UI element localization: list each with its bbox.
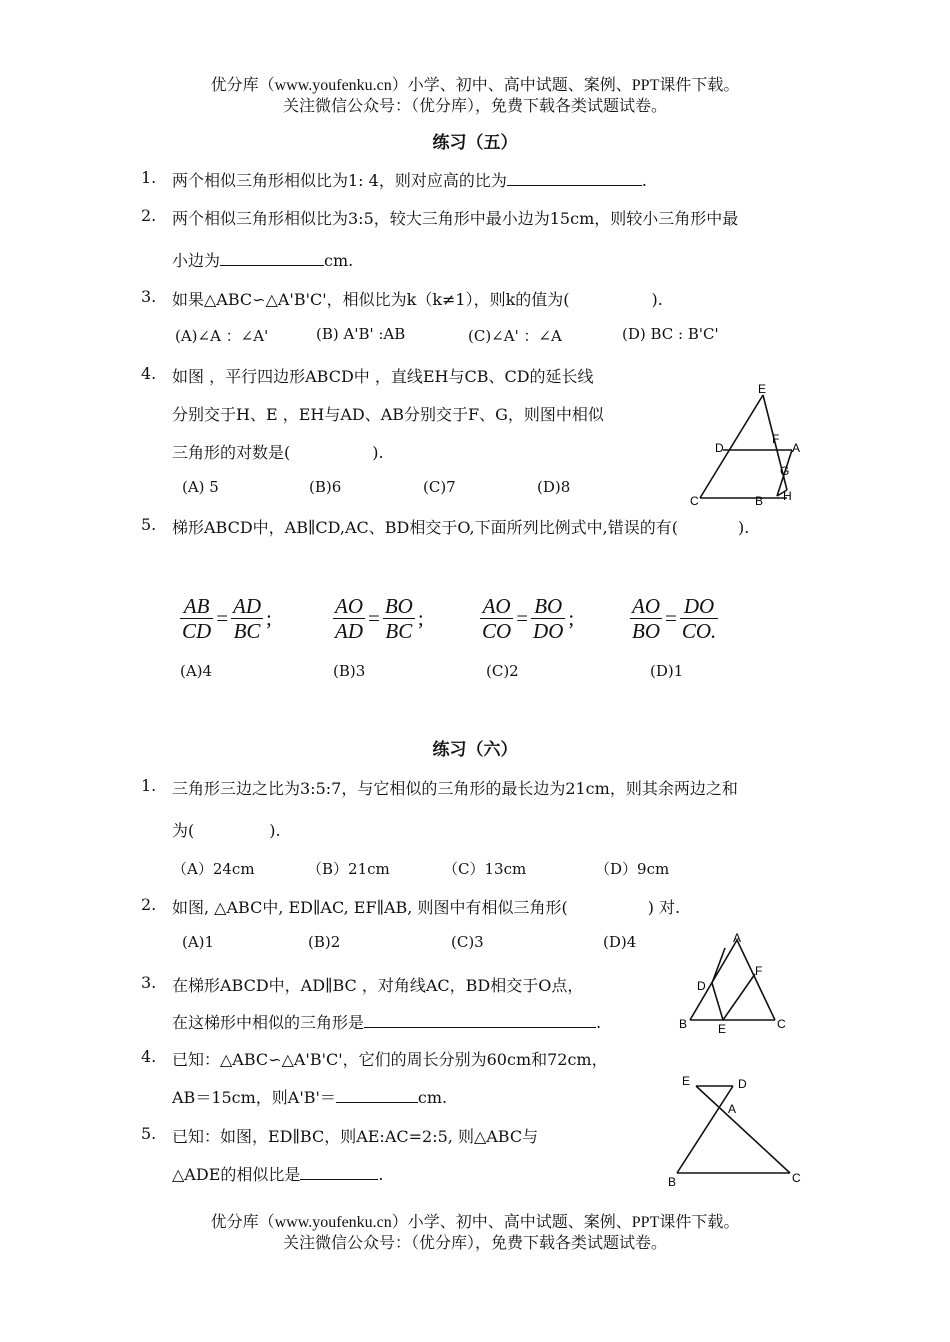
ex5-q5-option-c: (C)2 [486,662,519,680]
ex6-q1-option-b: （B）21cm [307,860,390,878]
ex6-q3-end: . [596,1013,602,1032]
ex5-q4-prompt: 三角形的对数是( [172,443,291,462]
ex5-q3-option-c: (C)∠A' ：∠A [468,327,562,345]
ex5-q2-number: 2. [141,206,157,225]
fraction: $\frac{BO}{BC}$ [384,594,413,643]
ex5-q5-option-d: (D)1 [650,662,684,680]
fraction: $\frac{AD}{BC}$ [233,594,262,643]
ex5-q5-option-b: (B)3 [333,662,366,680]
fraction: $\frac{AB}{CD}$ [182,594,212,643]
ex6-q5-number: 5. [141,1124,157,1143]
ex6-q3-prompt: 在这梯形中相似的三角形是 [172,1013,365,1032]
ex5-q3-text [172,287,663,310]
ex5-q4-option-c: (C)7 [423,478,456,496]
ex6-q5-end: . [378,1165,384,1184]
ex5-q4-line1: 如图 ，平行四边形ABCD中 ，直线EH与CB、CD的延长线 [172,367,594,386]
ex5-q5-prompt: 梯形ABCD中，AB∥CD,AC、BD相交于O,下面所列比例式中,错误的有( [172,518,678,537]
ex5-q3-option-d: (D) BC : B'C' [622,325,719,343]
ex6-q1-line2 [172,818,281,841]
ex5-q2-line1: 两个相似三角形相似比为3:5，较大三角形中最小边为15cm，则较小三角形中最 [172,209,739,228]
ex5-q3-option-b: (B) A'B' :AB [316,325,406,343]
ex5-q1-number: 1. [141,168,157,187]
ex5-q2-line2 [172,248,353,271]
ex5-q5-end: ). [737,518,750,537]
ex6-q5-answer-blank[interactable] [300,1165,378,1180]
ex5-q5-proportion-2: $\frac{AO}{AD}$ = $\frac{BO}{BC}$ ; [335,594,424,643]
ex5-q2-answer-blank[interactable] [220,251,324,266]
ex6-q4-unit: cm. [417,1088,448,1107]
fig1-label-b: B [755,494,764,508]
ex6-q2-text [172,895,680,918]
fig1-label-d: D [715,441,724,455]
fraction: $\frac{BO}{DO}$ [533,594,564,643]
ex6-q2-end: ) 对. [647,898,681,917]
fig1-label-c: C [690,494,699,508]
figure-parallelogram-abcd [680,380,820,510]
fig2-line-ef [723,974,755,1020]
fig2-line-ac [737,940,775,1020]
fig1-line-ce [700,395,763,498]
fig3-line-db [677,1086,733,1173]
ex6-q1-option-a: （A）24cm [172,860,255,878]
ex6-q1-option-c: （C）13cm [443,860,527,878]
fig1-label-e: E [758,382,767,396]
fig2-label-b: B [679,1017,688,1031]
fig3-label-a: A [728,1102,737,1116]
ex6-q3-answer-blank[interactable] [364,1013,596,1028]
ex6-q3-line2 [172,1010,601,1033]
fig3-label-e: E [682,1074,691,1088]
ex5-q1-text [172,168,647,191]
fig2-line-de [712,983,723,1020]
ex5-q4-line3 [172,440,384,463]
ex5-q2-unit: cm. [324,251,354,270]
fig2-label-f: F [755,964,763,978]
ex6-q3-line1: 在梯形ABCD中，AD∥BC ，对角线AC，BD相交于O点， [172,976,584,995]
ex6-q5-line2 [172,1162,383,1185]
footer-line-2: 关注微信公众号：（优分库），免费下载各类试题试卷。 [282,1235,667,1252]
fraction: $\frac{AO}{BO}$ [632,594,660,643]
ex6-q1-line1: 三角形三边之比为3:5:7，与它相似的三角形的最长边为21cm，则其余两边之和 [172,779,738,798]
header-line-1: 优分库（www.youfenku.cn）小学、初中、高中试题、案例、PPT课件下载。 [210,77,740,94]
fig2-label-c: C [777,1017,786,1031]
ex6-q4-prompt: AB＝15cm，则A'B'＝ [172,1088,336,1107]
ex5-q3-option-a: (A)∠A ：∠A' [175,327,269,345]
fig3-label-c: C [792,1171,801,1185]
ex6-q1-end: ). [269,821,281,840]
ex5-q3-end: ). [651,290,663,309]
fraction: $\frac{AO}{AD}$ [335,594,363,643]
ex5-q3-number: 3. [141,287,157,306]
ex5-q5-option-a: (A)4 [180,662,213,680]
ex5-q4-option-d: (D)8 [537,478,571,496]
ex6-q2-prompt: 如图, △ABC中, ED∥AC, EF∥AB, 则图中有相似三角形( [172,898,568,917]
ex6-q3-number: 3. [141,973,157,992]
ex6-q2-number: 2. [141,895,157,914]
ex5-q5-number: 5. [141,515,157,534]
fig2-line-d-up [712,948,725,983]
ex5-q4-option-b: (B)6 [309,478,342,496]
ex6-q5-line1: 已知：如图，ED∥BC，则AE:AC=2:5, 则△ABC与 [172,1127,539,1146]
ex6-q2-option-b: (B)2 [308,933,341,951]
ex5-q5-proportion-3: $\frac{AO}{CO}$ = $\frac{BO}{DO}$ ; [482,594,575,643]
ex5-q5-proportion-4: $\frac{AO}{BO}$ = $\frac{DO}{CO.}$ [632,594,717,643]
ex6-q5-prompt: △ADE的相似比是 [172,1165,301,1184]
fraction: $\frac{AO}{CO}$ [482,594,512,643]
ex5-q4-line2: 分别交于H、E ，EH与AD、AB分别交于F、G，则图中相似 [172,405,604,424]
fig3-label-b: B [668,1175,677,1189]
ex5-q1-end: . [641,171,647,190]
ex5-q5-proportion-1: $\frac{AB}{CD}$ = $\frac{AD}{BC}$ ; [182,594,272,643]
ex6-q2-option-a: (A)1 [182,933,215,951]
figure-triangle-ade-abc [660,1070,805,1190]
exercise-6-title: 练习（六） [432,740,518,760]
fig3-label-d: D [738,1077,747,1091]
exercise-5-title: 练习（五） [432,133,518,153]
fig1-label-h: H [783,489,792,503]
fraction: $\frac{DO}{CO.}$ [681,594,717,643]
fig3-line-ec [696,1086,790,1173]
fig1-label-a: A [792,441,801,455]
ex5-q4-end: ). [372,443,384,462]
fig1-label-f: F [772,432,780,446]
ex5-q1-prompt: 两个相似三角形相似比为1: 4，则对应高的比为 [172,171,507,190]
ex6-q1-number: 1. [141,776,157,795]
ex6-q4-line2 [172,1085,447,1108]
ex6-q1-option-d: （D）9cm [595,860,670,878]
ex6-q1-prompt: 为( [172,821,195,840]
ex5-q4-number: 4. [141,364,157,383]
header-line-2: 关注微信公众号：（优分库），免费下载各类试题试卷。 [282,98,667,115]
fig1-label-g: G [780,464,790,478]
ex5-q5-text [172,515,749,538]
ex5-q2-prompt: 小边为 [172,251,221,270]
ex6-q2-option-c: (C)3 [451,933,484,951]
fig2-label-e: E [718,1022,727,1035]
fig2-label-a: A [733,931,742,945]
ex5-q3-prompt: 如果△ABC∽△A'B'C'，相似比为k（k≠1），则k的值为( [172,290,570,309]
ex6-q4-answer-blank[interactable] [336,1088,418,1103]
ex6-q4-number: 4. [141,1047,157,1066]
footer-line-1: 优分库（www.youfenku.cn）小学、初中、高中试题、案例、PPT课件下载。 [210,1214,740,1231]
ex5-q1-answer-blank[interactable] [507,171,642,186]
ex5-q4-option-a: (A) 5 [182,478,219,496]
fig2-label-d: D [697,979,706,993]
ex6-q2-option-d: (D)4 [603,933,637,951]
ex6-q4-line1: 已知：△ABC∽△A'B'C'，它们的周长分别为60cm和72cm， [172,1050,608,1069]
figure-triangle-abc [675,930,795,1035]
